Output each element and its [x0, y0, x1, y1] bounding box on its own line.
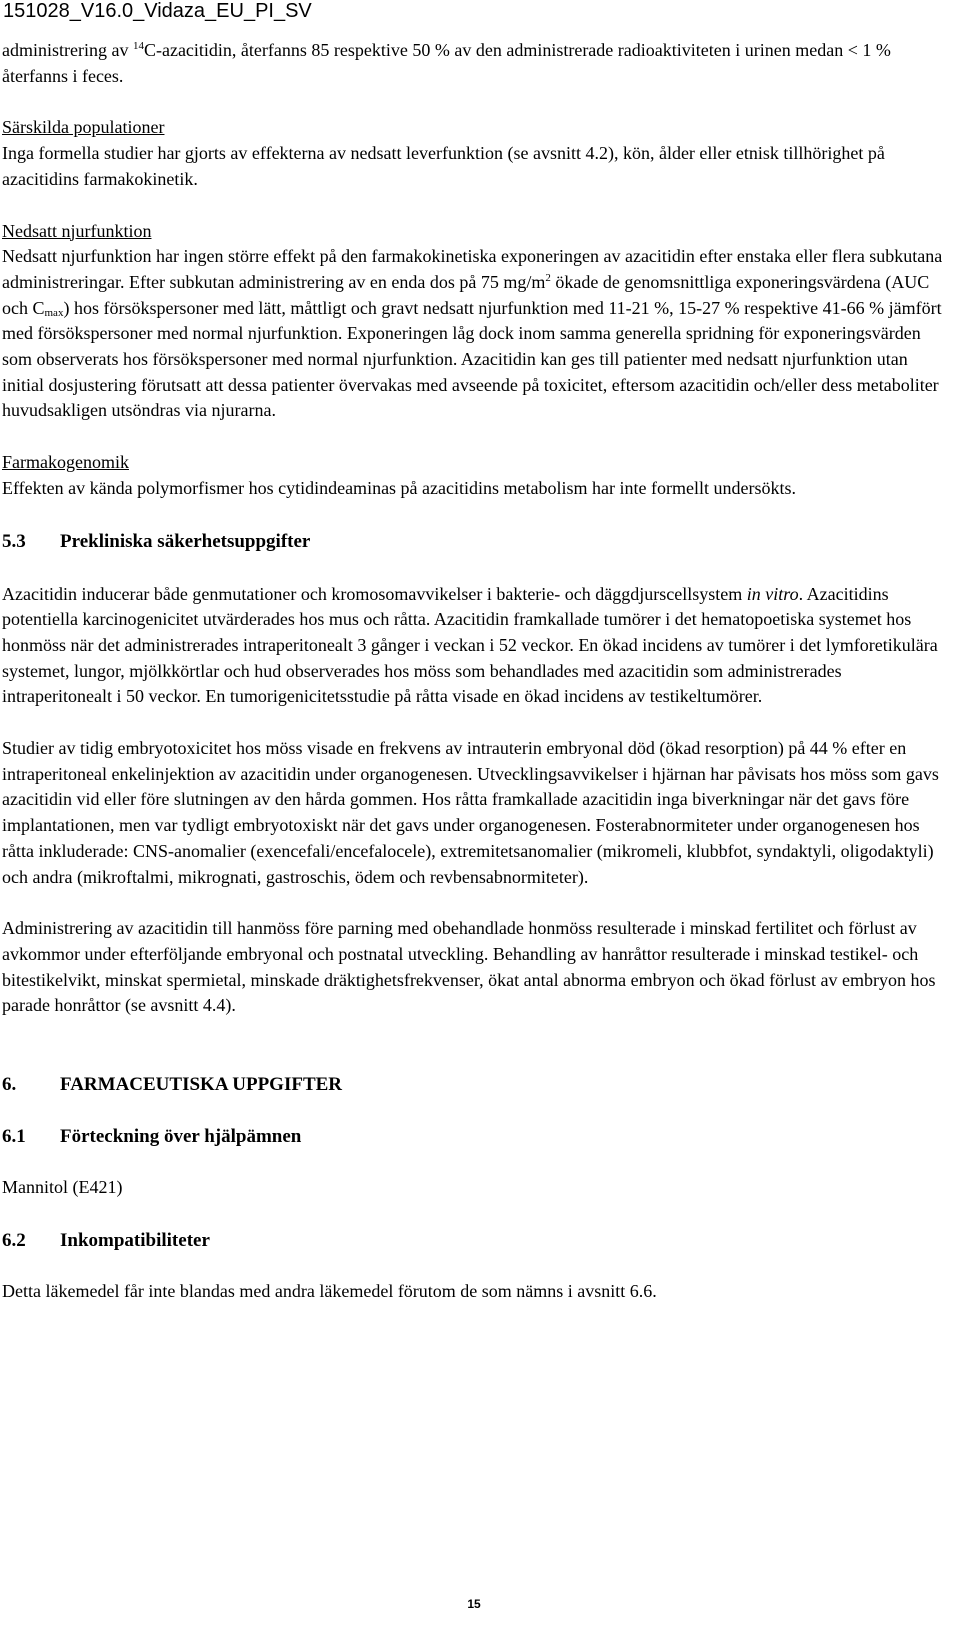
excretion-text-1: administrering av: [2, 40, 133, 60]
renal-text-1: Nedsatt njurfunktion har ingen större effekt på den farmakokinetiska exponeringen av azacitidin efter enstaka eller flera subkutana administreringar. Efter subkutan administrering av en enda dos på 75 mg/m: [2, 246, 943, 292]
incompatibilities-paragraph: Detta läkemedel får inte blandas med andra läkemedel förutom de som nämns i avsnitt 6.6.: [2, 1280, 657, 1301]
renal-impairment-paragraph: [0, 244, 948, 424]
renal-superscript: 2: [545, 271, 551, 284]
section-5-3-number: 5.3: [2, 530, 26, 552]
renal-impairment-heading: Nedsatt njurfunktion: [2, 220, 152, 241]
preclinical-paragraph-1: [0, 582, 948, 711]
section-6-1-number: 6.1: [2, 1126, 26, 1148]
section-6-2-title: Inkompatibiliteter: [60, 1229, 210, 1251]
section-6-number: 6.: [2, 1074, 17, 1096]
preclinical-text-1b: . Azacitidins potentiella karcinogenicitet utvärderades hos mus och råtta. Azacitidin framkallade tumörer i det hematopoetiska systemet hos honmöss när det administrerades intraperitonealt 3 gånger i veckan i 52 veckor. En ökad incidens av tumörer i det lymforetikulära systemet, lungor, mjölkkörtlar och hud observerades hos möss som behandlades med azacitidin som administrerades intraperitonealt i 50 veckor. En tumorigenicitetsstudie på råtta visade en ökad incidens av testikeltumörer.: [2, 583, 938, 707]
section-5-3-heading: [0, 528, 948, 556]
excipients-paragraph: Mannitol (E421): [2, 1177, 123, 1198]
section-6-title: FARMACEUTISKA UPPGIFTER: [60, 1074, 343, 1096]
section-6-1-heading: [0, 1123, 948, 1151]
in-vitro-italic: in vitro: [746, 583, 799, 604]
section-6-2-heading: [0, 1227, 948, 1255]
special-populations-paragraph: Inga formella studier har gjorts av effekterna av nedsatt leverfunktion (se avsnitt 4.2), kön, ålder eller etnisk tillhörighet på azacitidins farmakokinetik.: [2, 143, 885, 189]
pharmacogenomics-heading: Farmakogenomik: [2, 452, 129, 473]
section-6-heading: [0, 1071, 948, 1099]
section-5-3-title: Prekliniska säkerhetsuppgifter: [60, 530, 311, 552]
excretion-paragraph: [0, 38, 948, 89]
isotope-superscript: 14: [132, 40, 144, 52]
excretion-text-2: C-azacitidin, återfanns 85 respektive 50 % av den administrerade radioaktiviteten i urinen medan < 1 % återfanns i feces.: [2, 40, 891, 86]
document-body: [0, 38, 948, 1305]
preclinical-text-1a: Azacitidin inducerar både genmutationer och kromosomavvikelser i bakterie- och däggdjurscellsystem: [2, 583, 747, 604]
section-6-1-title: Förteckning över hjälpämnen: [60, 1126, 302, 1148]
special-populations-heading: Särskilda populationer: [2, 117, 165, 138]
renal-text-3: ) hos försökspersoner med lätt, måttligt och gravt nedsatt njurfunktion med 11-21 %, 15-27 % respektive 41-66 % jämfört med försökspersoner med normal njurfunktion. Exponeringen låg dock inom samma generella spridning för exponeringsvärden som observerats hos försökspersoner med normal njurfunktion. Azacitidin kan ges till patienter med nedsatt njurfunktion utan initial dosjustering förutsatt att dessa patienter övervakas med avseende på toxicitet, eftersom azacitidin och/eller dess metaboliter huvudsakligen utsöndras via njurarna.: [2, 297, 942, 421]
preclinical-paragraph-3: Administrering av azacitidin till hanmöss före parning med obehandlade honmöss resulterade i minskad fertilitet och förlust av avkommor under efterföljande embryonal och postnatal utveckling. Behandling av hanråttor resulterade i minskad testikel- och bitestikelvikt, minskat spermietal, minskade dräktighetsfrekvenser, ökat antal abnorma embryon och ökad förlust av embryon hos parade honråttor (se avsnitt 4.4).: [2, 918, 936, 1016]
preclinical-paragraph-2: Studier av tidig embryotoxicitet hos möss visade en frekvens av intrauterin embryonal död (ökad resorption) på 44 % efter en intraperitoneal enkelinjektion av azacitidin under organogenesen. Utvecklingsavvikelser i hjärnan har påvisats hos möss som gavs azacitidin vid eller före slutningen av den hårda gommen. Hos råtta framkallade azacitidin inga biverkningar när det gavs före implantationen, men var tydligt embryotoxiskt när det gavs under organogenesen. Fosterabnormiteter under organogenesen hos råtta inkluderade: CNS-anomalier (exencefali/encefalocele), extremitetsanomalier (mikromeli, klubbfot, syndaktyli, oligodaktyli) och andra (mikroftalmi, mikrognati, gastroschis, ödem och revbensabnormiteter).: [2, 738, 939, 887]
page-number: 15: [467, 1597, 481, 1611]
cmax-subscript: max: [44, 306, 64, 319]
pharmacogenomics-paragraph: Effekten av kända polymorfismer hos cytidindeaminas på azacitidins metabolism har inte formellt undersökts.: [2, 477, 796, 498]
document-header: 151028_V16.0_Vidaza_EU_PI_SV: [3, 0, 312, 22]
renal-text-2: ökade de genomsnittliga exponeringsvärdena (AUC och C: [2, 271, 930, 318]
section-6-2-number: 6.2: [2, 1229, 26, 1251]
